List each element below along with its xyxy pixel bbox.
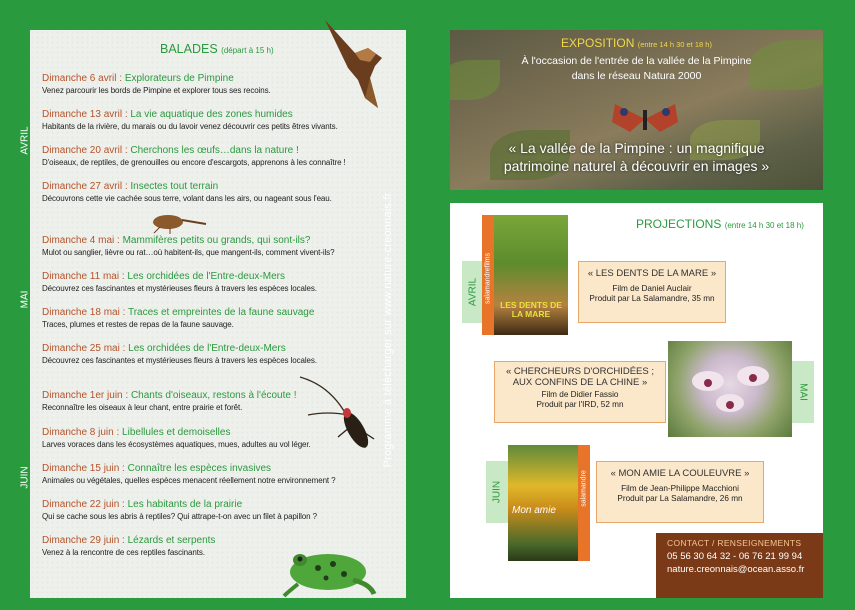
download-url-vertical: Programme à télécharger sur www.nature-creonnais.fr	[382, 192, 394, 468]
film-cover-les-dents-de-la-mare	[482, 215, 568, 335]
kite-bird-illustration	[320, 18, 390, 118]
event-item: Dimanche 11 mai : Les orchidées de l'Entre-deux-Mers Découvrez ces fascinantes et mystérieuses fleurs à travers les espèces locales.	[42, 271, 317, 293]
event-item: Dimanche 4 mai : Mammifères petits ou grands, qui sont-ils? Mulot ou sanglier, lièvre ou rat…où habitent-ils, que mangent-ils, comment vivent-ils?	[42, 235, 335, 257]
film-box-chercheurs-d-orchidees: « CHERCHEURS D'ORCHIDÉES ; AUX CONFINS DE LA CHINE » Film de Didier Fassio Produit par l'IRD, 52 mn	[494, 361, 666, 423]
cover3-brand: salamandre	[580, 470, 588, 507]
frog-illustration	[278, 540, 378, 598]
film-cover-mon-amie-la-couleuvre	[508, 445, 590, 561]
event-item: Dimanche 18 mai : Traces et empreintes de la faune sauvage Traces, plumes et restes de repas de la faune sauvage.	[42, 307, 315, 329]
exposition-quote-line1: « La vallée de la Pimpine : un magnifique	[508, 140, 765, 156]
month-tab-avril: AVRIL	[462, 261, 484, 323]
cover1-brand: salamandrefilms	[484, 253, 492, 304]
cover1-title: LES DENTS DE LA MARE	[500, 300, 562, 319]
month-label-mai: MAI	[19, 290, 31, 309]
exposition-quote-line2: patrimoine naturel à découvrir en images »	[503, 158, 770, 174]
event-item: Dimanche 15 juin : Connaître les espèces invasives Animales ou végétales, quelles espèces menacent réellement notre environnement ?	[42, 463, 336, 485]
orchid-photo	[668, 341, 792, 437]
month-label-avril: AVRIL	[19, 126, 31, 155]
month-label-juin: JUIN	[19, 466, 31, 489]
event-item: Dimanche 22 juin : Les habitants de la prairie Qui se cache sous les abris à reptiles? Qui attrape-t-on avec un filet à papillon ?	[42, 499, 317, 521]
month-tab-mai: MAI	[792, 361, 814, 423]
balades-title: BALADES (départ à 15 h)	[160, 42, 274, 56]
event-item: Dimanche 6 avril : Explorateurs de Pimpine Venez parcourir les bords de Pimpine et explorer tous ses recoins.	[42, 73, 271, 95]
exposition-title: EXPOSITION (entre 14 h 30 et 18 h)	[561, 36, 712, 50]
contact-email[interactable]: nature.creonnais@ocean.asso.fr	[667, 564, 805, 575]
event-item: Dimanche 8 juin : Libellules et demoiselles Larves voraces dans les écosystèmes aquatiques, mues, adultes au vol léger.	[42, 427, 311, 449]
contact-phones: 05 56 30 64 32 - 06 76 21 99 94	[667, 551, 803, 562]
weevil-illustration	[140, 210, 210, 234]
film-box-mon-amie-la-couleuvre: « MON AMIE LA COULEUVRE » Film de Jean-Philippe Macchioni Produit par La Salamandre, 26 mn	[596, 461, 764, 523]
event-item: Dimanche 29 juin : Lézards et serpents Venez à la rencontre de ces reptiles fascinants.	[42, 535, 216, 557]
contact-title: CONTACT / RENSEIGNEMENTS	[667, 538, 802, 548]
exposition-line2: dans le réseau Natura 2000	[571, 70, 702, 82]
peacock-butterfly-illustration	[610, 102, 680, 136]
event-item: Dimanche 25 mai : Les orchidées de l'Entre-deux-Mers Découvrez ces fascinantes et mystérieuses fleurs à travers les espèces locales.	[42, 343, 317, 365]
month-tab-juin: JUIN	[486, 461, 508, 523]
projections-title: PROJECTIONS (entre 14 h 30 et 18 h)	[636, 217, 804, 231]
event-item: Dimanche 27 avril : Insectes tout terrain Découvrons cette vie cachée sous terre, volant dans les airs, ou nageant sous l'eau.	[42, 181, 332, 203]
orchid-flowers-illustration	[668, 341, 792, 437]
event-item: Dimanche 20 avril : Cherchons les œufs…dans la nature ! D'oiseaux, de reptiles, de grenouilles ou encore d'escargots, apprenons à les connaître !	[42, 145, 346, 167]
contact-box	[656, 533, 823, 598]
film-box-les-dents-de-la-mare: « LES DENTS DE LA MARE » Film de Daniel Auclair Produit par La Salamandre, 35 mn	[578, 261, 726, 323]
exposition-banner	[450, 30, 823, 190]
balades-panel	[30, 30, 406, 598]
event-item: Dimanche 1er juin : Chants d'oiseaux, restons à l'écoute ! Reconnaître les oiseaux à leur chant, entre prairie et forêt.	[42, 390, 297, 412]
exposition-line1: À l'occasion de l'entrée de la vallée de la Pimpine	[521, 55, 752, 67]
event-item: Dimanche 13 avril : La vie aquatique des zones humides Habitants de la rivière, du marais ou du lavoir venez découvrir ces petits êtres vivants.	[42, 109, 338, 131]
cover3-title: Mon amie	[512, 505, 556, 516]
